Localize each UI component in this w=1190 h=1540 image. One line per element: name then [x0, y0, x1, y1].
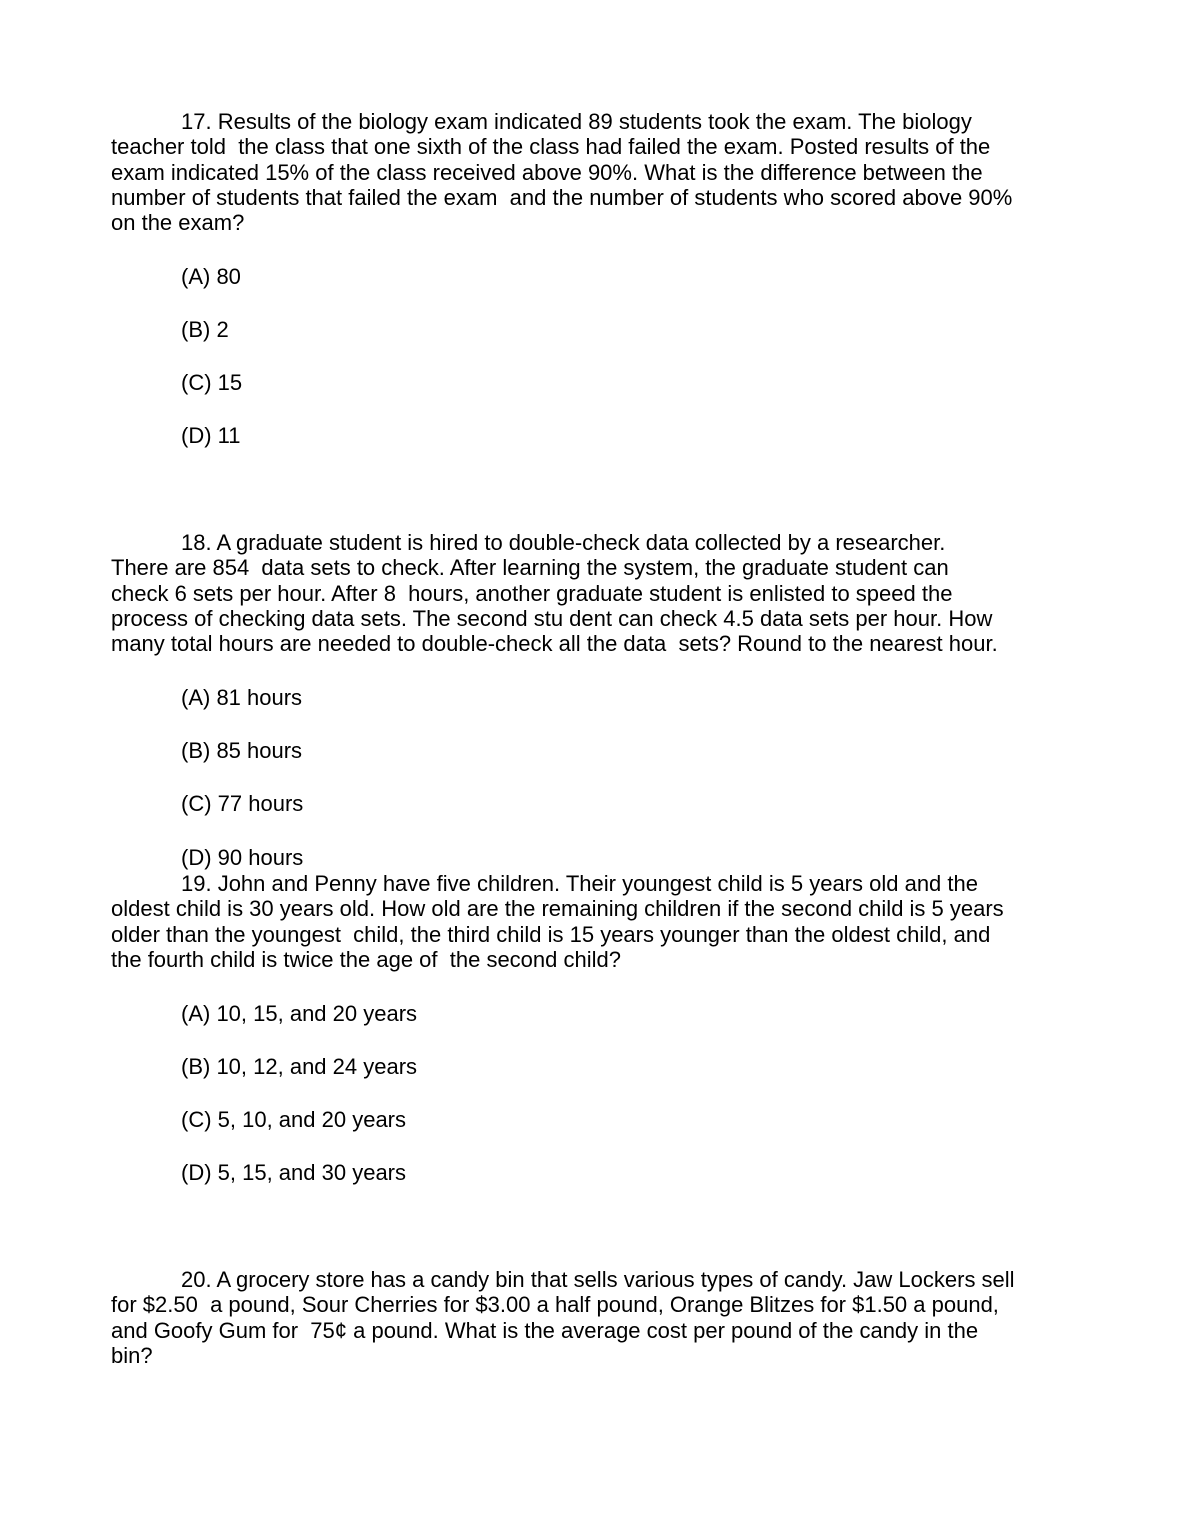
question-line: older than the youngest child, the third child is 15 years younger than the oldest child, and — [111, 921, 991, 947]
question-19-text — [111, 871, 1081, 972]
question-line: process of checking data sets. The second stu dent can check 4.5 data sets per hour. How — [111, 605, 993, 631]
question-line: teacher told the class that one sixth of the class had failed the exam. Posted results of the — [111, 134, 991, 160]
question-17-text — [111, 109, 1081, 235]
question-line: bin? — [111, 1342, 153, 1368]
question-19-option-c: (C) 5, 10, and 20 years — [181, 1107, 407, 1132]
question-line: check 6 sets per hour. After 8 hours, another graduate student is enlisted to speed the — [111, 580, 953, 606]
question-line: number of students that failed the exam and the number of students who scored above 90% — [111, 184, 1013, 210]
question-line: 17. Results of the biology exam indicated 89 students took the exam. The biology — [181, 109, 972, 134]
question-line: 18. A graduate student is hired to double-check data collected by a researcher. — [181, 530, 946, 555]
question-20-text — [111, 1267, 1081, 1368]
question-19-option-b: (B) 10, 12, and 24 years — [181, 1054, 418, 1079]
question-17-option-c: (C) 15 — [181, 370, 243, 395]
question-line: There are 854 data sets to check. After learning the system, the graduate student can — [111, 555, 949, 581]
question-18-option-b: (B) 85 hours — [181, 738, 303, 763]
question-18-option-a: (A) 81 hours — [181, 685, 303, 710]
question-line: on the exam? — [111, 210, 245, 236]
question-18-option-c: (C) 77 hours — [181, 791, 304, 816]
question-line: 20. A grocery store has a candy bin that sells various types of candy. Jaw Lockers sell — [181, 1267, 1015, 1292]
question-19-option-d: (D) 5, 15, and 30 years — [181, 1160, 407, 1185]
question-19-option-a: (A) 10, 15, and 20 years — [181, 1001, 418, 1026]
question-line: oldest child is 30 years old. How old are the remaining children if the second child is 5 years — [111, 896, 1004, 922]
question-line: and Goofy Gum for 75¢ a pound. What is the average cost per pound of the candy in the — [111, 1317, 979, 1343]
question-line: for $2.50 a pound, Sour Cherries for $3.00 a half pound, Orange Blitzes for $1.50 a pound, — [111, 1292, 999, 1318]
question-line: 19. John and Penny have five children. Their youngest child is 5 years old and the — [181, 871, 978, 896]
question-18-text — [111, 530, 1081, 656]
question-17-option-b: (B) 2 — [181, 317, 229, 342]
question-17-option-d: (D) 11 — [181, 423, 241, 448]
question-line: the fourth child is twice the age of the second child? — [111, 946, 621, 972]
question-17-option-a: (A) 80 — [181, 264, 241, 289]
question-line: many total hours are needed to double-check all the data sets? Round to the nearest hour. — [111, 631, 998, 657]
question-18-option-d: (D) 90 hours — [181, 845, 304, 870]
question-line: exam indicated 15% of the class received above 90%. What is the difference between the — [111, 159, 983, 185]
